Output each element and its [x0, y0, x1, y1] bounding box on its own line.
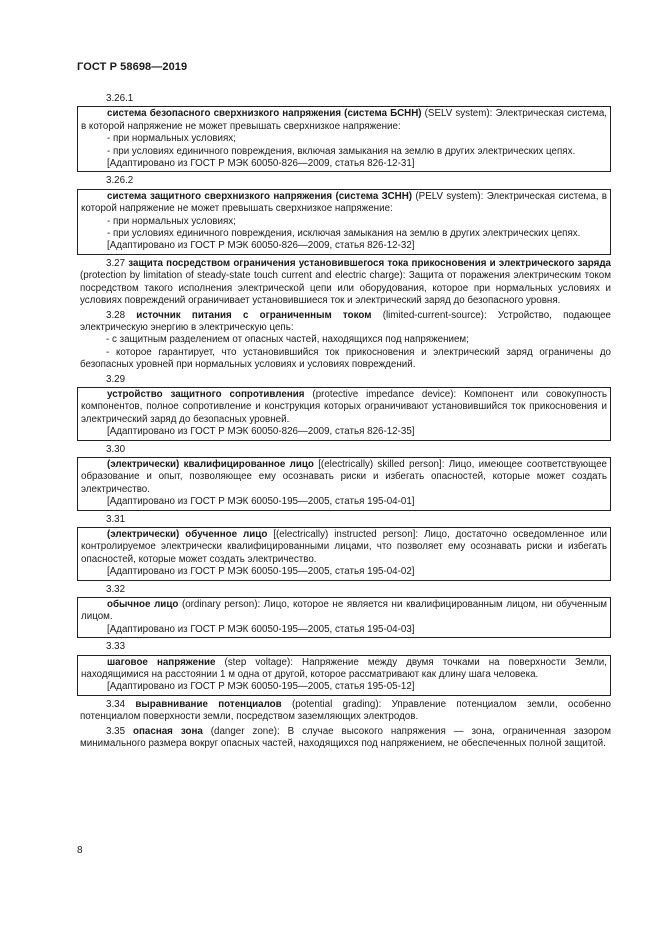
term-source: [Адаптировано из ГОСТ Р МЭК 60050-826—2009, статья 826-12-32] — [107, 240, 415, 252]
term-number: 3.30 — [106, 443, 126, 455]
term-text: (step voltage): Напряжение между двумя точками на поверхности Земли, находящимися на расстоянии 1 м одна от другой, которое рассматривают как длину шага человека. — [81, 656, 607, 681]
term-box — [77, 597, 611, 638]
term-text: (limited-current-source): Устройство, подающее электрическую энергию в электрическую цепь: — [80, 309, 611, 333]
term-number: 3.29 — [106, 373, 126, 385]
list-item: - при нормальных условиях; — [107, 215, 236, 227]
term-definition — [81, 459, 607, 496]
term-name: система защитного сверхнизкого напряжения (система ЗСНН) — [107, 190, 413, 202]
term-source: [Адаптировано из ГОСТ Р МЭК 60050-195—2005, статья 195-04-01] — [107, 496, 415, 508]
term-number: 3.27 — [106, 257, 129, 269]
term-definition — [81, 529, 607, 566]
term-text: [(electrically) instructed person]: Лицо, достаточно осведомленное или контролируемое электрически квалифицированными лицами, что позволяет ему осознавать риски и избегать опасностей, которые может создать электричество. — [81, 529, 607, 565]
term-name: выравнивание потенциалов — [135, 698, 282, 710]
term-definition — [81, 108, 607, 133]
term-box — [77, 189, 611, 255]
term-definition — [81, 191, 607, 216]
term-text: [(electrically) skilled person]: Лицо, имеющее соответствующее образование и опыт, позволяющее ему осознавать риски и избегать опасностей, которые может создать электричество. — [81, 458, 607, 495]
term-number: 3.26.1 — [106, 93, 134, 104]
term-text: (ordinary person): Лицо, которое не является ни квалифицированным лицом, ни обученным лицом. — [81, 599, 607, 623]
term-number: 3.32 — [106, 583, 126, 595]
term-definition — [81, 657, 607, 682]
term-source: [Адаптировано из ГОСТ Р МЭК 60050-195—2005, статья 195-04-03] — [107, 623, 415, 635]
list-item: - с защитным разделением от опасных частей, находящихся под напряжением; — [106, 334, 469, 346]
term-definition — [81, 389, 607, 426]
term-paragraph — [77, 258, 611, 308]
term-source: [Адаптировано из ГОСТ Р МЭК 60050-826—2009, статья 826-12-35] — [107, 426, 415, 438]
term-number: 3.26.2 — [106, 175, 134, 187]
term-definition — [77, 310, 611, 335]
page-number: 8 — [77, 845, 83, 856]
term-definition — [77, 726, 611, 751]
term-box — [77, 457, 611, 511]
term-box — [77, 387, 611, 441]
term-name: источник питания с ограниченным током — [136, 309, 372, 321]
term-text: (danger zone): В случае высокого напряжения — зона, ограниченная зазором минимального размера вокруг опасных частей, находящихся под напряжением, не обеспеченных полной защитой. — [80, 725, 611, 750]
term-number: 3.35 — [106, 725, 134, 737]
list-item: - при условиях единичного повреждения, включая замыкания на землю в других электрических цепях. — [107, 145, 576, 157]
term-definition — [77, 258, 611, 308]
list-item: - при условиях единичного повреждения, исключая замыкания на землю в других электрических цепях. — [107, 228, 581, 240]
term-number: 3.33 — [106, 641, 126, 653]
term-name: защита посредством ограничения установившегося тока прикосновения и электрического заряда — [128, 257, 611, 269]
term-paragraph — [77, 726, 611, 751]
term-source: [Адаптировано из ГОСТ Р МЭК 60050-826—2009, статья 826-12-31] — [107, 158, 415, 170]
document-header: ГОСТ Р 58698—2019 — [77, 61, 188, 73]
term-text: (protection by limitation of steady-state touch current and electric charge): Защита от поражения электрическим током посредством такого исполнения электрической цепи или оборудования, которое при нормальных условиях и условиях повреждений ограничивает установившиеся ток и электрический заряд до безопасного уровня. — [80, 270, 611, 307]
term-name: устройство защитного сопротивления — [107, 388, 305, 400]
list-item: - при нормальных условиях; — [107, 133, 236, 145]
term-text: (protective impedance device): Компонент или совокупность компонентов, полное сопротивление и конструкция которых ограничивают установившийся ток прикосновения и электрический заряд до безопасных уровней. — [81, 388, 607, 425]
term-name: система безопасного сверхнизкого напряжения (система БСНН) — [107, 108, 422, 120]
term-text: (PELV system): Электрическая система, в которой напряжение не может превышать сверхнизкое напряжение: — [81, 190, 607, 215]
term-box — [77, 655, 611, 696]
term-box — [77, 527, 611, 581]
term-box — [77, 106, 611, 172]
term-source: [Адаптировано из ГОСТ Р МЭК 60050-195—2005, статья 195-05-12] — [107, 681, 415, 693]
term-definition — [77, 699, 611, 724]
term-number: 3.28 — [106, 309, 137, 321]
term-name: (электрически) обученное лицо — [107, 529, 268, 540]
document-body — [77, 93, 611, 753]
list-item: - которое гарантирует, что установившийся ток прикосновения и электрический заряд ограничены до безопасных уровней при нормальных условиях и условиях повреждений. — [80, 346, 611, 371]
term-paragraph — [77, 699, 611, 724]
term-definition — [81, 599, 607, 624]
term-name: (электрически) квалифицированное лицо — [107, 458, 314, 470]
term-source: [Адаптировано из ГОСТ Р МЭК 60050-195—2005, статья 195-04-02] — [107, 566, 415, 578]
term-paragraph — [77, 310, 611, 372]
term-number: 3.34 — [106, 698, 136, 710]
term-name: обычное лицо — [107, 599, 179, 611]
term-name: шаговое напряжение — [107, 656, 216, 668]
term-number: 3.31 — [106, 513, 126, 525]
term-name: опасная зона — [133, 725, 203, 737]
term-text: (potential grading): Управление потенциалом земли, особенно потенциалом поверхности земли, посредством заземляющих электродов. — [80, 698, 611, 723]
term-text: (SELV system): Электрическая система, в которой напряжение не может превышать сверхнизкое напряжение: — [81, 108, 607, 132]
